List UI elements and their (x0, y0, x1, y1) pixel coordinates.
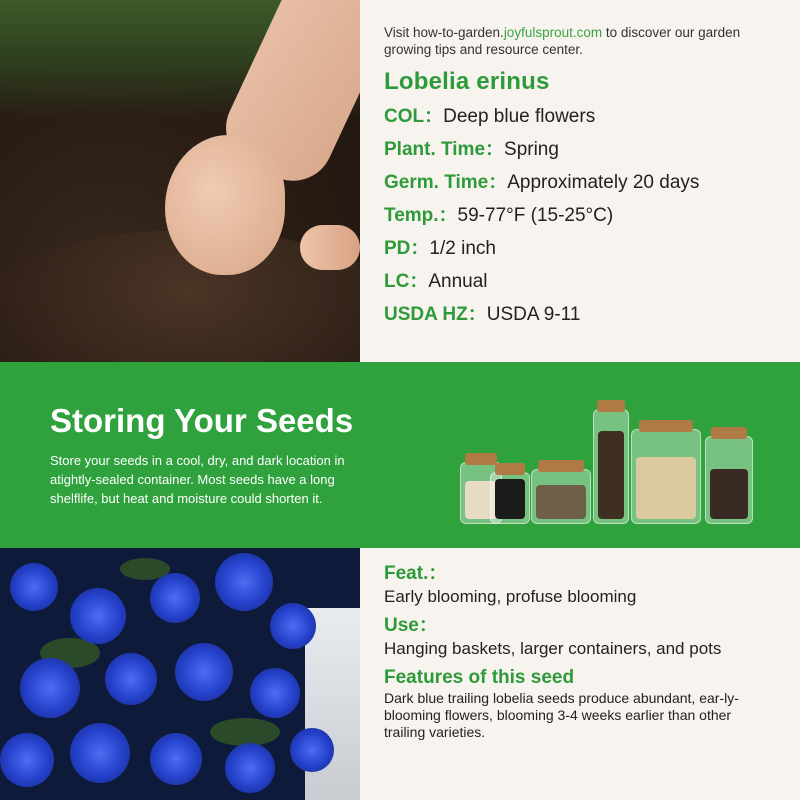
spec-value: 59-77°F (15-25°C) (457, 205, 614, 226)
top-section (0, 0, 800, 362)
spec-key: PD： (384, 238, 430, 259)
spec-value: Deep blue flowers (443, 106, 596, 127)
hand-sowing-seeds-photo (0, 0, 360, 362)
storing-text: Store your seeds in a cool, dry, and dark location in atightly-sealed container. Most seeds have a long shelflife, but heat and moisture could shorten it. (50, 453, 345, 506)
flower (290, 728, 334, 772)
flower (70, 588, 126, 644)
jar-lid (597, 400, 624, 412)
seed-jars-illustration (455, 384, 765, 534)
spec-plant-time (384, 138, 784, 162)
spec-planting-depth (384, 237, 784, 261)
flower (150, 573, 200, 623)
spec-color (384, 105, 784, 129)
jar-contents (710, 469, 748, 519)
flower (175, 643, 233, 701)
site-link[interactable]: joyfulsprout.com (503, 25, 603, 40)
jar-lid (465, 453, 497, 465)
spec-usda-zone (384, 303, 784, 327)
spec-value: Approximately 20 days (507, 172, 700, 193)
blue-lobelia-flowers-photo (0, 548, 360, 800)
flower (150, 733, 202, 785)
visit-prefix: Visit how-to-garden. (384, 25, 504, 40)
storing-title: Storing Your Seeds (50, 402, 354, 439)
spec-key: Germ. Time： (384, 172, 508, 193)
jar-contents (495, 479, 525, 519)
jar-lid (639, 420, 693, 432)
flower (250, 668, 300, 718)
flower (10, 563, 58, 611)
jar-mixed-seeds (705, 436, 753, 524)
plant-info-panel (384, 24, 784, 327)
seed-features-description: Dark blue trailing lobelia seeds produce abundant, ear-ly-blooming flowers, blooming 3-4 weeks earlier than other trailing varieties. (384, 690, 739, 740)
fingers (300, 225, 360, 270)
jar-contents (598, 431, 624, 519)
jar-tall-dark-seeds (593, 409, 629, 524)
flower (270, 603, 316, 649)
leaf (210, 718, 280, 746)
seed-features-label: Features of this seed (384, 667, 575, 688)
spec-value: Spring (504, 139, 559, 160)
feat-value: Early blooming, profuse blooming (384, 587, 637, 606)
flower (20, 658, 80, 718)
flower (215, 553, 273, 611)
features-panel (384, 562, 784, 741)
spec-key: USDA HZ： (384, 304, 487, 325)
jar-pumpkin-seeds (631, 429, 701, 524)
flower (70, 723, 130, 783)
storing-seeds-band (0, 362, 800, 548)
spec-key: Temp.： (384, 205, 458, 226)
spec-life-cycle (384, 270, 784, 294)
use-label: Use： (384, 615, 438, 636)
feat-label: Feat.： (384, 563, 448, 584)
flower (105, 653, 157, 705)
jar-lid (538, 460, 584, 472)
spec-value: Annual (428, 271, 488, 292)
visit-suffix: to discover our garden growing tips and resource center. (384, 25, 741, 57)
plant-name: Lobelia erinus (384, 68, 550, 95)
visit-note (384, 24, 784, 58)
jar-black-seeds (490, 472, 530, 524)
spec-value: USDA 9-11 (486, 304, 581, 325)
spec-key: LC： (384, 271, 429, 292)
spec-key: Plant. Time： (384, 139, 505, 160)
flower (0, 733, 54, 787)
spec-value: 1/2 inch (429, 238, 496, 259)
spec-key: COL： (384, 106, 444, 127)
jar-contents (536, 485, 586, 519)
jar-fine-seeds (531, 469, 591, 524)
flower (225, 743, 275, 793)
spec-temp (384, 204, 784, 228)
spec-germ-time (384, 171, 784, 195)
use-value: Hanging baskets, larger containers, and pots (384, 639, 722, 658)
bottom-section (0, 548, 800, 800)
hand (165, 135, 285, 275)
jar-lid (495, 463, 525, 475)
jar-contents (636, 457, 696, 519)
jar-lid (711, 427, 748, 439)
